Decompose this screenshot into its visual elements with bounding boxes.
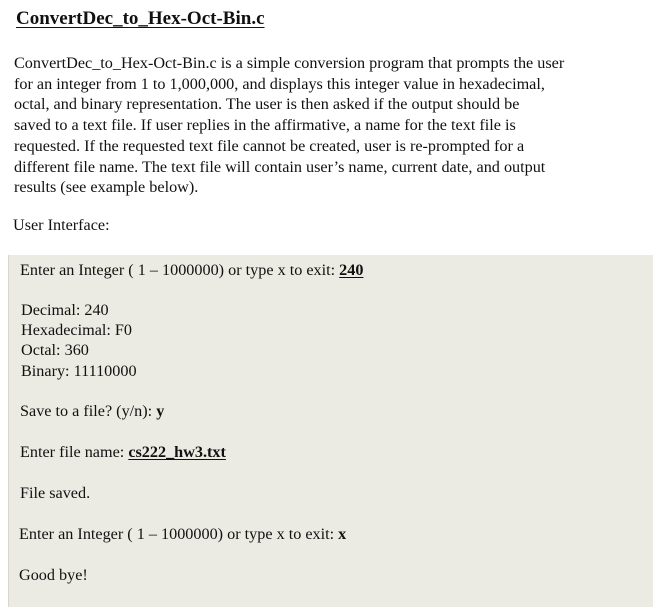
prompt-text: Save to a file? (y/n): <box>20 402 157 420</box>
console-line-file-saved: File saved. <box>20 484 91 502</box>
document-title: ConvertDec_to_Hex-Oct-Bin.c <box>16 8 265 29</box>
console-line-octal: Octal: 360 <box>21 341 89 359</box>
console-line-decimal: Decimal: 240 <box>21 301 109 319</box>
console-line-save-prompt <box>20 402 164 421</box>
description-line: saved to a text file. If user replies in the affirmative, a name for the text file is <box>14 116 516 135</box>
console-line-prompt-1 <box>20 261 363 280</box>
description-line: results (see example below). <box>14 178 199 197</box>
description-paragraph <box>14 53 646 198</box>
user-input-save: y <box>156 402 165 420</box>
console-line-file-prompt <box>20 443 226 462</box>
description-line: octal, and binary representation. The user is then asked if the output should be <box>14 95 520 114</box>
console-output-panel <box>8 255 653 607</box>
prompt-text: Enter an Integer ( 1 – 1000000) or type x to exit: <box>19 525 339 543</box>
user-input-integer: 240 <box>339 261 364 279</box>
description-line: ConvertDec_to_Hex-Oct-Bin.c is a simple conversion program that prompts the user <box>14 54 565 72</box>
user-input-filename: cs222_hw3.txt <box>128 443 226 461</box>
console-line-prompt-2 <box>19 525 346 544</box>
prompt-text: Enter file name: <box>20 443 129 461</box>
user-interface-label: User Interface: <box>13 216 110 234</box>
user-input-exit: x <box>338 525 347 543</box>
prompt-text: Enter an Integer ( 1 – 1000000) or type x to exit: <box>20 261 340 279</box>
description-line: requested. If the requested text file cannot be created, user is re-prompted for a <box>14 136 525 155</box>
description-line: for an integer from 1 to 1,000,000, and displays this integer value in hexadecimal, <box>14 74 545 93</box>
console-line-binary: Binary: 11110000 <box>21 362 137 380</box>
description-line: different file name. The text file will contain user’s name, current date, and output <box>14 157 546 176</box>
console-line-goodbye: Good bye! <box>19 566 88 584</box>
console-line-hexadecimal: Hexadecimal: F0 <box>21 321 133 339</box>
